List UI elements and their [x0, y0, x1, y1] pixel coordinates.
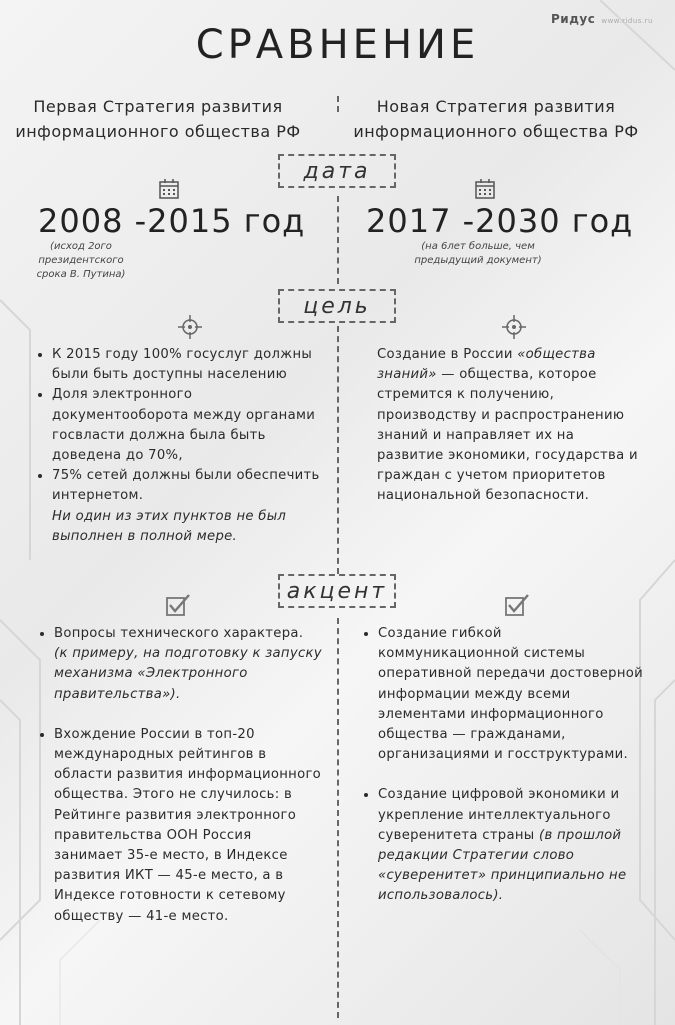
left-goal-block	[38, 345, 330, 547]
left-goal-item: • Доля электронного документооборота между органами госвласти должна была быть доведена до 70%,	[52, 385, 330, 466]
right-goal-block	[377, 345, 639, 507]
center-divider	[337, 96, 339, 112]
section-label-accent: акцент	[278, 574, 396, 608]
section-label-goal: цель	[278, 289, 396, 323]
right-column-title: Новая Стратегия развития информационного общества РФ	[353, 97, 639, 141]
page-title: СРАВНЕНИЕ	[195, 22, 480, 68]
left-goal-item: • К 2015 году 100% госуслуг должны были быть доступны населению	[52, 345, 330, 385]
left-accent-item-note: (к примеру, на подготовку к запуску механизма «Электронного правительства»).	[54, 646, 322, 702]
right-years-note: (на 6лет больше, чем предыдущий документ)	[414, 241, 542, 266]
center-divider	[337, 326, 339, 574]
right-accent-item-note: (в прошлой редакции Стратегии слово «суверенитет» принципиально не использовалось).	[378, 827, 627, 904]
left-goal-note: Ни один из этих пунктов не был выполнен в полной мере.	[52, 508, 287, 544]
left-column-title: Первая Стратегия развития информационного общества РФ	[15, 97, 301, 141]
logo-url: www.ridus.ru	[601, 17, 653, 25]
section-label-date: дата	[278, 154, 396, 188]
right-accent-item	[378, 785, 646, 906]
left-years-note: (исход 2ого президентского срока В. Путина)	[36, 241, 126, 280]
left-years: 2008 -2015 год	[38, 202, 306, 240]
left-goal-item: • 75% сетей должны были обеспечить интернетом.	[52, 466, 330, 506]
right-accent-item: • Создание гибкой коммуникационной системы оперативной передачи достоверной информации между всеми элементами информационного общества — гражданами, организациями и госструктурами.	[378, 624, 646, 765]
calendar-icon	[474, 178, 496, 200]
left-accent-block	[40, 624, 322, 927]
target-icon	[501, 314, 527, 340]
right-goal-text: Создание в России	[377, 347, 513, 362]
left-accent-item: • Вхождение России в топ-20 международных рейтингов в области развития информационного общества. Этого не случилось: в Рейтинге развития электронного правительства ООН Россия занимает 35-е место, в Индексе развития ИКТ — 45-е место, а в Индексе готовности к сетевому обществу — 41-е место.	[54, 725, 322, 927]
logo-text: Ридус	[551, 12, 596, 26]
right-goal-rest: — общества, которое стремится к получению, производству и распространению знаний и направляет их на развитие экономики, государства и граждан с учетом приоритетов национальной безопасности.	[377, 367, 638, 504]
right-accent-block	[364, 624, 646, 907]
target-icon	[177, 314, 203, 340]
left-accent-item-text: Вопросы технического характера.	[54, 626, 304, 641]
right-goal-quote: «общества знаний»	[377, 347, 596, 383]
center-divider	[337, 618, 339, 1018]
left-accent-item	[54, 624, 322, 705]
checkbox-icon	[165, 593, 191, 617]
center-divider	[337, 196, 339, 284]
right-accent-item-text: Создание цифровой экономики и укрепление интеллектуального суверенитета страны	[378, 787, 620, 843]
calendar-icon	[158, 178, 180, 200]
right-years: 2017 -2030 год	[366, 202, 634, 240]
checkbox-icon	[504, 593, 530, 617]
